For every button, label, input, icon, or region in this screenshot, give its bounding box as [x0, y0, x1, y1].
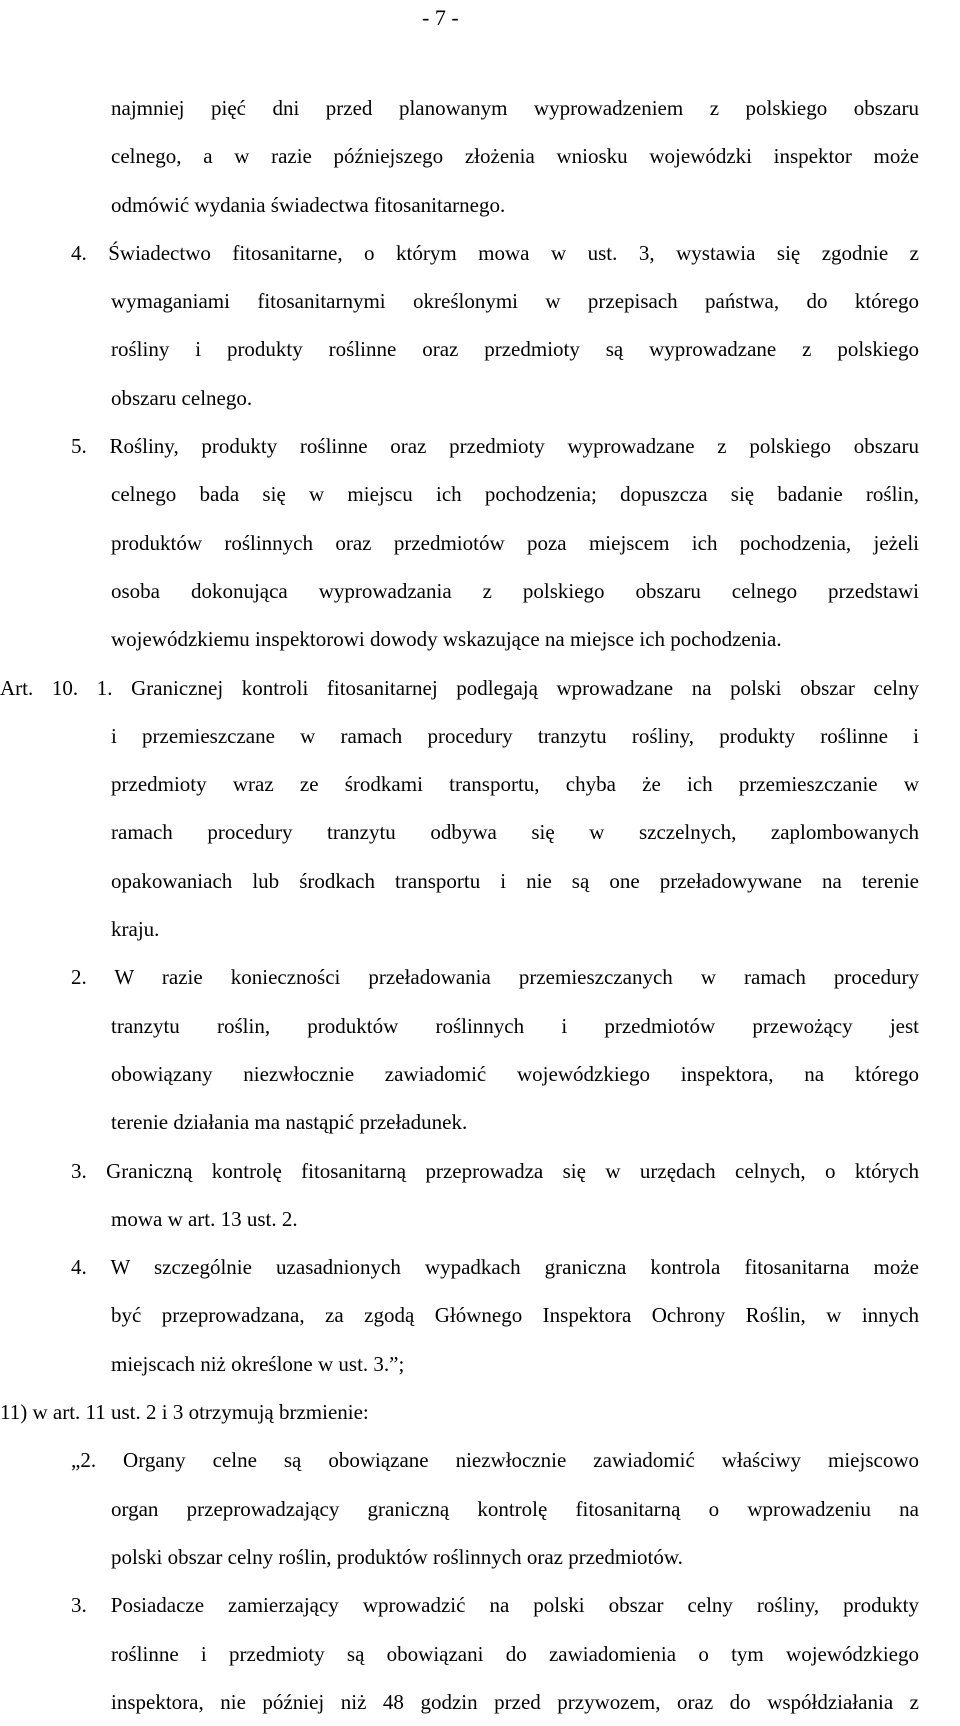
paragraph-art-10-ust-3	[0, 1147, 919, 1244]
text-line: 3. Graniczną kontrolę fitosanitarną przeprowadza się w urzędach celnych, o których	[71, 1158, 919, 1183]
text-line: inspektora, nie później niż 48 godzin przed przywozem, oraz do współdziałania z	[111, 1689, 919, 1714]
text-line: przedmioty wraz ze środkami transportu, chyba że ich przemieszczanie w	[111, 772, 919, 797]
document-body	[0, 84, 960, 1726]
text-line: polski obszar celny roślin, produktów roślinnych oraz przedmiotów.	[111, 1544, 683, 1569]
page-number: - 7 -	[422, 5, 459, 30]
text-line: obszaru celnego.	[111, 385, 253, 410]
text-line: produktów roślinnych oraz przedmiotów poza miejscem ich pochodzenia, jeżeli	[111, 530, 919, 555]
text-line: tranzytu roślin, produktów roślinnych i przedmiotów przewożący jest	[111, 1013, 919, 1038]
paragraph-art-10-ust-2	[0, 953, 919, 1146]
text-line: 5. Rośliny, produkty roślinne oraz przedmioty wyprowadzane z polskiego obszaru	[71, 434, 919, 459]
text-line: mowa w art. 13 ust. 2.	[111, 1206, 298, 1231]
text-line: 4. W szczególnie uzasadnionych wypadkach graniczna kontrola fitosanitarna może	[71, 1255, 919, 1280]
paragraph-art-10-ust-4	[0, 1243, 919, 1388]
paragraph-continuation	[0, 84, 919, 229]
text-line: 11) w art. 11 ust. 2 i 3 otrzymują brzmienie:	[0, 1400, 369, 1425]
text-line: obowiązany niezwłocznie zawiadomić wojewódzkiego inspektora, na którego	[111, 1061, 919, 1086]
text-line: terenie działania ma nastąpić przeładunek.	[111, 1110, 468, 1135]
text-line: rośliny i produkty roślinne oraz przedmioty są wyprowadzane z polskiego	[111, 337, 919, 362]
text-line: najmniej pięć dni przed planowanym wyprowadzeniem z polskiego obszaru	[111, 96, 919, 120]
text-line: osoba dokonująca wyprowadzania z polskiego obszaru celnego przedstawi	[111, 578, 919, 603]
text-line: miejscach niż określone w ust. 3.”;	[111, 1351, 405, 1376]
text-line: celnego, a w razie późniejszego złożenia wniosku wojewódzki inspektor może	[111, 144, 919, 169]
paragraph-art-11-ust-3	[0, 1581, 919, 1726]
text-line: wojewódzkiemu inspektorowi dowody wskazujące na miejsce ich pochodzenia.	[111, 627, 782, 652]
paragraph-ust-4	[0, 229, 919, 422]
text-line: ramach procedury tranzytu odbywa się w szczelnych, zaplombowanych	[111, 820, 919, 845]
text-line: być przeprowadzana, za zgodą Głównego Inspektora Ochrony Roślin, w innych	[111, 1303, 919, 1328]
text-line: kraju.	[111, 917, 160, 942]
paragraph-pkt-11	[0, 1388, 919, 1436]
text-line: organ przeprowadzający graniczną kontrolę fitosanitarną o wprowadzeniu na	[111, 1496, 919, 1521]
text-line: 2. W razie konieczności przeładowania przemieszczanych w ramach procedury	[71, 965, 919, 990]
text-line: opakowaniach lub środkach transportu i nie są one przeładowywane na terenie	[111, 868, 919, 893]
paragraph-art-11-ust-2	[0, 1436, 919, 1581]
text-line: i przemieszczane w ramach procedury tranzytu rośliny, produkty roślinne i	[111, 723, 919, 748]
paragraph-ust-5	[0, 422, 919, 663]
text-line: roślinne i przedmioty są obowiązani do zawiadomienia o tym wojewódzkiego	[111, 1641, 919, 1666]
text-line: celnego bada się w miejscu ich pochodzenia; dopuszcza się badanie roślin,	[111, 482, 919, 507]
text-line: 3. Posiadacze zamierzający wprowadzić na polski obszar celny rośliny, produkty	[71, 1593, 919, 1618]
text-line: wymaganiami fitosanitarnymi określonymi w przepisach państwa, do którego	[111, 289, 919, 314]
paragraph-art-10-ust-1	[0, 664, 919, 954]
text-line: Art. 10. 1. Granicznej kontroli fitosanitarnej podlegają wprowadzane na polski obszar celny	[0, 675, 919, 700]
text-line: odmówić wydania świadectwa fitosanitarnego.	[111, 192, 506, 217]
text-line: 4. Świadectwo fitosanitarne, o którym mowa w ust. 3, wystawia się zgodnie z	[71, 240, 919, 265]
text-line: „2. Organy celne są obowiązane niezwłocznie zawiadomić właściwy miejscowo	[71, 1448, 919, 1473]
